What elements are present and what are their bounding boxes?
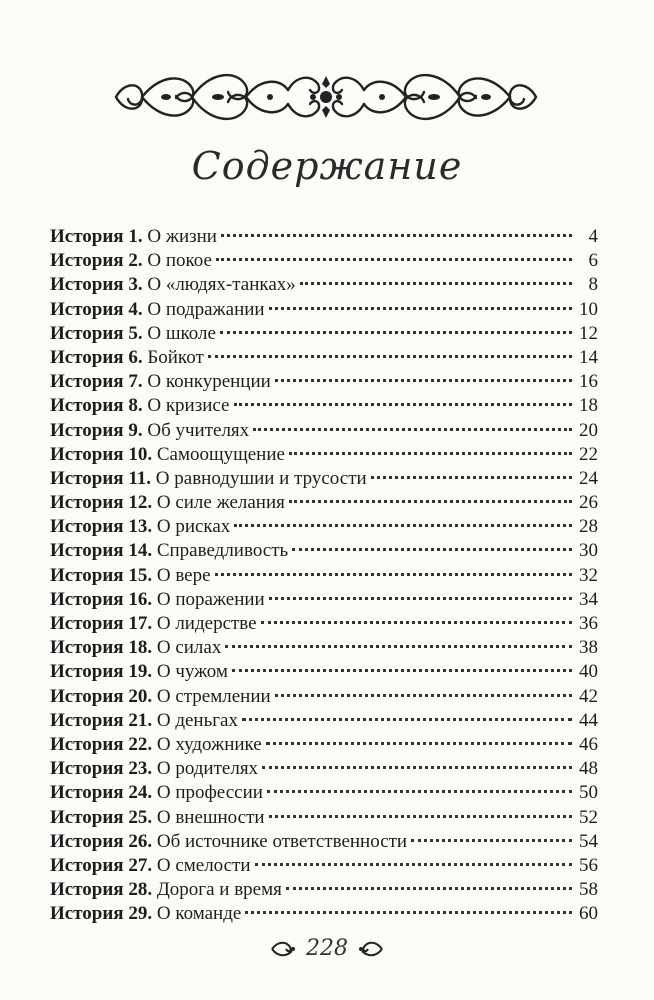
toc-page-number: 34 <box>579 588 598 610</box>
toc-story-number: История 24. <box>50 782 153 804</box>
toc-story-number: История 15. <box>50 564 153 586</box>
toc-entry <box>50 612 598 636</box>
dot-leader <box>289 452 572 455</box>
toc-page-number: 4 <box>588 226 598 247</box>
dot-leader <box>269 307 572 310</box>
toc-title: Бойкот <box>147 346 204 368</box>
toc-entry <box>50 830 598 854</box>
dot-leader <box>411 839 572 842</box>
toc-title: О покое <box>147 250 212 272</box>
toc-title: О вере <box>156 564 211 586</box>
toc-story-number: История 10. <box>50 443 153 465</box>
toc-entry <box>50 298 598 322</box>
dot-leader <box>245 911 572 914</box>
dot-leader <box>234 524 572 527</box>
toc-entry <box>50 902 598 926</box>
toc-entry <box>50 806 598 830</box>
dot-leader <box>267 790 572 793</box>
toc-entry <box>50 854 598 878</box>
dot-leader <box>232 669 572 672</box>
toc-story-number: История 11. <box>50 467 152 489</box>
toc-entry <box>50 878 598 902</box>
toc-story-number: История 16. <box>50 588 153 610</box>
toc-entry <box>50 685 598 709</box>
toc-title: Об источнике ответственности <box>156 830 408 852</box>
toc-story-number: История 29. <box>50 903 153 925</box>
dot-leader <box>371 476 572 479</box>
toc-title: О родителях <box>156 758 259 780</box>
toc-entry <box>50 709 598 733</box>
toc-entry <box>50 515 598 539</box>
toc-page-number: 46 <box>579 733 598 755</box>
toc-title: О равнодушии и трусости <box>155 467 367 489</box>
dot-leader <box>289 500 572 503</box>
toc-story-number: История 8. <box>50 395 143 417</box>
dot-leader <box>275 694 572 697</box>
toc-story-number: История 26. <box>50 830 153 852</box>
toc-page-number: 20 <box>579 419 598 441</box>
toc-page-number: 6 <box>588 250 598 272</box>
dot-leader <box>262 766 572 769</box>
toc-page-number: 40 <box>579 661 598 683</box>
toc-title: О стремлении <box>156 685 271 707</box>
dot-leader <box>234 403 573 406</box>
toc-page-number: 36 <box>579 613 598 634</box>
toc-story-number: История 13. <box>50 516 153 538</box>
toc-story-number: История 25. <box>50 806 153 828</box>
toc-entry <box>50 467 598 491</box>
toc-entry <box>50 249 598 273</box>
toc-page-number: 30 <box>579 540 598 562</box>
toc-title: О художнике <box>156 733 262 755</box>
toc-title: О рисках <box>156 516 231 538</box>
toc-story-number: История 23. <box>50 758 153 780</box>
dot-leader <box>220 331 572 334</box>
toc-title: О силе желания <box>156 492 285 514</box>
toc-page-number: 14 <box>579 346 598 368</box>
dot-leader <box>286 887 572 890</box>
dot-leader <box>266 742 572 745</box>
toc-entry <box>50 636 598 660</box>
dot-leader <box>208 355 572 358</box>
toc-page-number: 26 <box>579 492 598 514</box>
toc-story-number: История 28. <box>50 879 153 901</box>
dot-leader <box>275 379 572 382</box>
toc-page-number: 52 <box>579 806 598 828</box>
toc-entry <box>50 273 598 297</box>
toc-entry <box>50 394 598 418</box>
fleuron-right-icon <box>358 939 384 959</box>
toc-title: Об учителях <box>147 419 250 441</box>
toc-page-number: 58 <box>579 879 598 901</box>
toc-entry <box>50 757 598 781</box>
toc-title: О лидерстве <box>156 613 257 634</box>
fleuron-left-icon <box>270 939 296 959</box>
toc-entry <box>50 733 598 757</box>
toc-title: О силах <box>156 637 222 659</box>
toc-story-number: История 1. <box>50 226 143 247</box>
toc-entry <box>50 781 598 805</box>
dot-leader <box>300 282 572 285</box>
toc-story-number: История 2. <box>50 250 143 272</box>
toc-page-number: 12 <box>579 322 598 344</box>
toc-title: Дорога и время <box>156 879 282 901</box>
toc-entry <box>50 491 598 515</box>
toc-page-number: 38 <box>579 637 598 659</box>
toc-story-number: История 12. <box>50 492 153 514</box>
toc-title: Справедливость <box>156 540 289 562</box>
toc-title: О жизни <box>147 226 217 247</box>
toc-title: О внешности <box>156 806 265 828</box>
page-footer <box>0 936 654 961</box>
dot-leader <box>216 258 572 261</box>
toc-page-number: 44 <box>579 709 598 731</box>
toc-page-number: 18 <box>579 395 598 417</box>
toc-story-number: История 22. <box>50 733 153 755</box>
toc-title: О подражании <box>147 298 265 320</box>
table-of-contents <box>50 225 598 926</box>
page-number: 228 <box>306 936 348 961</box>
toc-entry <box>50 346 598 370</box>
toc-story-number: История 14. <box>50 540 153 562</box>
toc-story-number: История 9. <box>50 419 143 441</box>
toc-story-number: История 17. <box>50 613 153 634</box>
toc-page-number: 50 <box>579 782 598 804</box>
decorative-ornament <box>110 66 542 128</box>
page-title: Содержание <box>191 144 463 188</box>
toc-entry <box>50 588 598 612</box>
toc-entry <box>50 564 598 588</box>
toc-entry <box>50 322 598 346</box>
toc-entry <box>50 443 598 467</box>
toc-story-number: История 3. <box>50 274 143 296</box>
toc-page-number: 48 <box>579 758 598 780</box>
toc-page-number: 60 <box>579 903 598 925</box>
toc-story-number: История 19. <box>50 661 153 683</box>
dot-leader <box>292 548 572 551</box>
dot-leader <box>215 573 572 576</box>
dot-leader <box>269 815 572 818</box>
toc-title: О «людях-танках» <box>147 274 296 296</box>
toc-page-number: 32 <box>579 564 598 586</box>
toc-page-number: 56 <box>579 854 598 876</box>
toc-title: О профессии <box>156 782 263 804</box>
toc-story-number: История 27. <box>50 854 153 876</box>
toc-page-number: 42 <box>579 685 598 707</box>
toc-page-number: 24 <box>579 467 598 489</box>
toc-story-number: История 18. <box>50 637 153 659</box>
dot-leader <box>261 621 572 624</box>
toc-page-number: 28 <box>579 516 598 538</box>
toc-story-number: История 21. <box>50 709 153 731</box>
toc-entry <box>50 370 598 394</box>
toc-story-number: История 20. <box>50 685 153 707</box>
toc-title: О школе <box>147 322 216 344</box>
toc-title: О деньгах <box>156 709 238 731</box>
dot-leader <box>269 597 572 600</box>
toc-title: О конкуренции <box>147 371 271 393</box>
toc-title: О команде <box>156 903 242 925</box>
toc-page-number: 16 <box>579 371 598 393</box>
toc-entry <box>50 419 598 443</box>
dot-leader <box>242 718 572 721</box>
toc-page-number: 8 <box>588 274 598 296</box>
toc-page-number: 22 <box>579 443 598 465</box>
toc-entry <box>50 539 598 563</box>
toc-title: Самоощущение <box>156 443 285 465</box>
toc-page-number: 54 <box>579 830 598 852</box>
toc-story-number: История 6. <box>50 346 143 368</box>
dot-leader <box>255 863 572 866</box>
dot-leader <box>253 428 572 431</box>
toc-title: О чужом <box>156 661 228 683</box>
toc-entry <box>50 660 598 684</box>
toc-story-number: История 4. <box>50 298 143 320</box>
toc-title: О смелости <box>156 854 251 876</box>
dot-leader <box>225 645 572 648</box>
dot-leader <box>221 234 572 237</box>
toc-story-number: История 5. <box>50 322 143 344</box>
toc-story-number: История 7. <box>50 371 143 393</box>
toc-title: О кризисе <box>147 395 230 417</box>
toc-entry <box>50 225 598 249</box>
toc-title: О поражении <box>156 588 265 610</box>
toc-page-number: 10 <box>579 298 598 320</box>
